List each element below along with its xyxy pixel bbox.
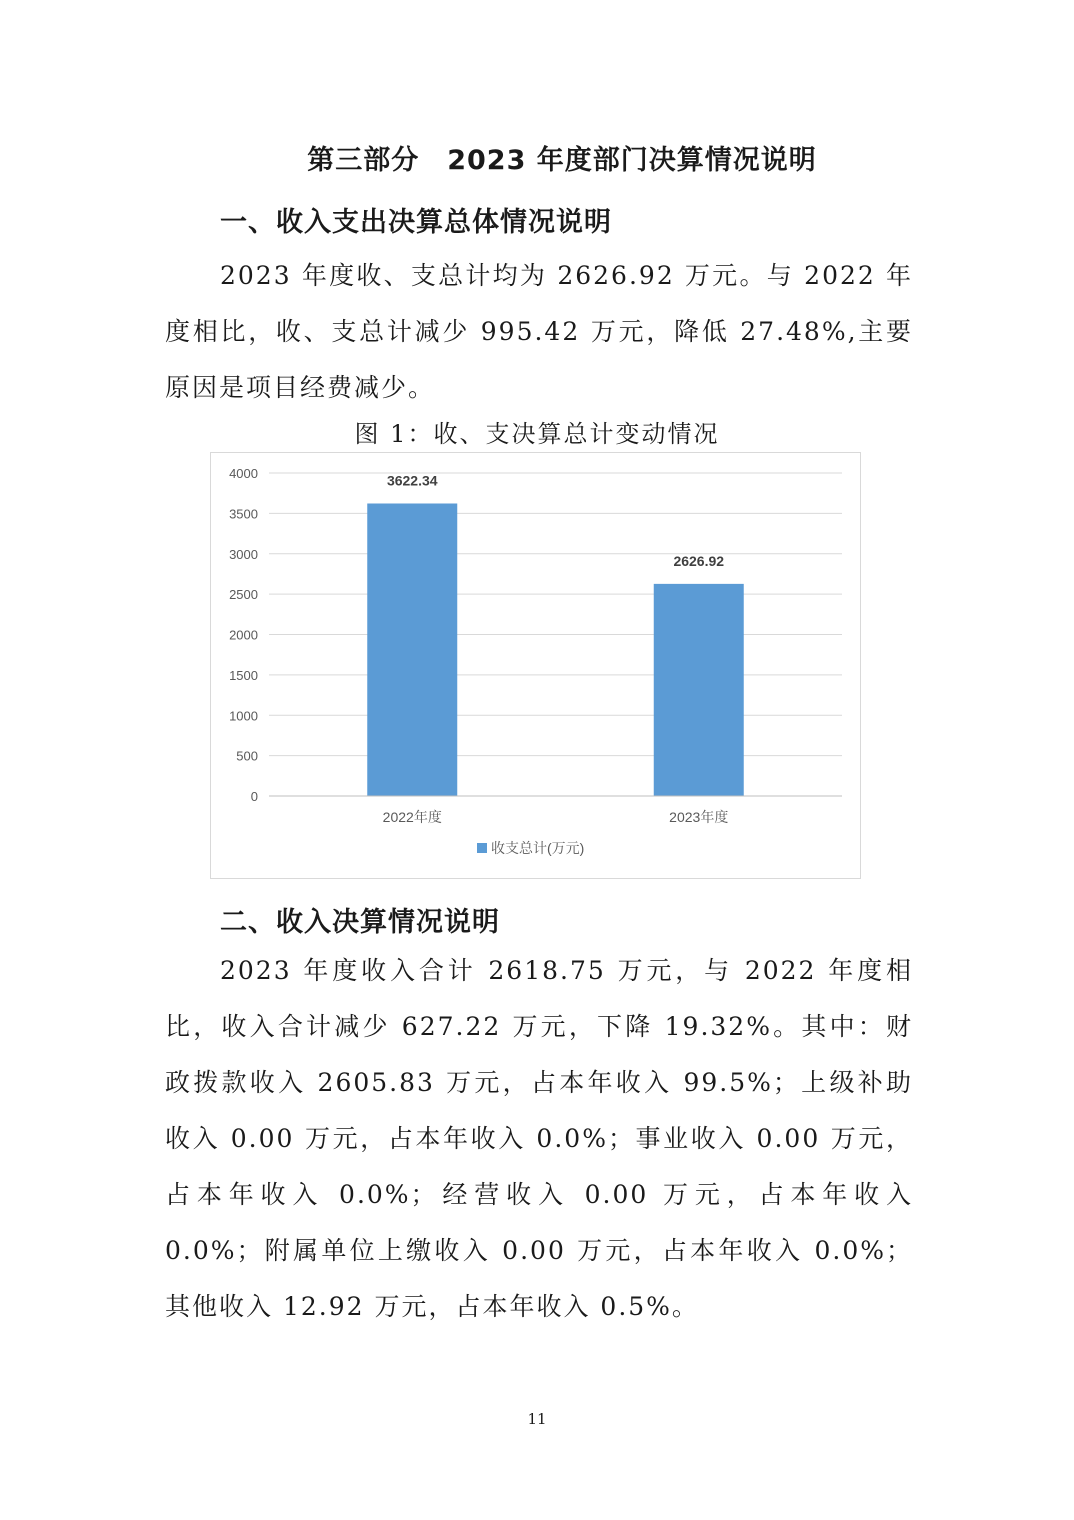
section-heading-overview: 一、收入支出决算总体情况说明 [220, 207, 612, 238]
section-paragraph-overview: 2023 年度收、支总计均为 2626.92 万元。与 2022 年度相比，收、支总计减少 995.42 万元，降低 27.48%,主要原因是项目经费减少。 [165, 261, 913, 402]
y-tick-label: 2500 [229, 587, 258, 603]
page-title: 第三部分 2023 年度部门决算情况说明 [307, 145, 817, 176]
y-tick-label: 3500 [229, 506, 258, 522]
y-tick-label: 500 [236, 748, 258, 764]
y-tick-label: 1000 [229, 708, 258, 724]
page-number: 11 [527, 1410, 547, 1428]
data-label: 2626.92 [673, 552, 725, 569]
y-tick-label: 0 [250, 789, 258, 804]
bar-chart [210, 452, 861, 879]
legend-label: 收支总计(万元) [491, 840, 585, 856]
y-tick-label: 4000 [229, 466, 258, 481]
bar [654, 584, 744, 796]
figure-caption: 图 1：收、支决算总计变动情况 [354, 420, 720, 448]
y-tick-label: 1500 [229, 667, 258, 683]
chart-canvas [211, 453, 862, 880]
y-tick-label: 2000 [229, 627, 258, 643]
bar [367, 503, 457, 796]
data-label: 3622.34 [386, 472, 438, 489]
y-tick-label: 3000 [229, 546, 258, 562]
x-tick-label: 2023年度 [669, 809, 729, 825]
x-tick-label: 2022年度 [382, 809, 442, 825]
section-paragraph-income: 2023 年度收入合计 2618.75 万元，与 2022 年度相比，收入合计减少 627.22 万元，下降 19.32%。其中：财政拨款收入 2605.83 万元，占本年收入 99.5%；上级补助收入 0.00 万元，占本年收入 0.0%；事业收入 0.00 万元，占本年收入 0.0%；经营收入 0.00 万元，占本年收入 0.0%；附属单位上缴收入 0.00 万元，占本年收入 0.0%；其他收入 12.92 万元，占本年收入 0.5%。 [165, 956, 913, 1321]
legend-swatch [477, 843, 487, 853]
section-heading-income: 二、收入决算情况说明 [220, 907, 500, 938]
